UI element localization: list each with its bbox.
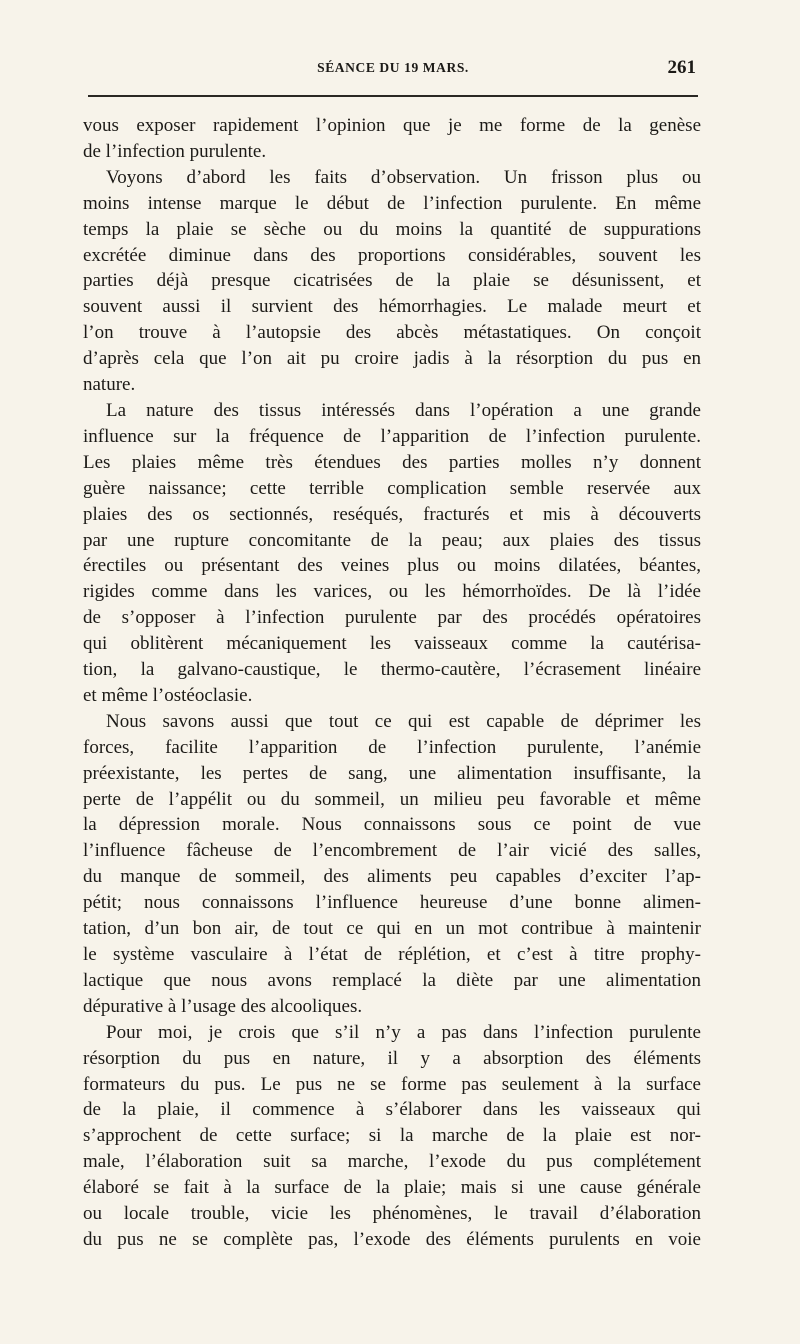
text-line: dépurative à l’usage des alcooliques.: [83, 995, 363, 1017]
text-line: le système vasculaire à l’état de réplétion, et c’est à titre prophy-: [83, 944, 701, 965]
text-line: Les plaies même très étendues des parties molles n’y donnent: [83, 451, 701, 473]
text-line: parties déjà presque cicatrisées de la plaie se désunissent, et: [83, 270, 701, 292]
text-line: Nous savons aussi que tout ce qui est capable de déprimer les: [106, 710, 701, 732]
text-line: lactique que nous avons remplacé la diète par une alimentation: [83, 969, 701, 991]
header-rule: [88, 95, 698, 97]
text-line: plaies des os sectionnés, reséqués, fracturés et mis à découverts: [83, 503, 701, 525]
text-line: et même l’ostéoclasie.: [83, 684, 253, 706]
text-line: Pour moi, je crois que s’il n’y a pas dans l’infection purulente: [106, 1021, 701, 1043]
text-line: de s’opposer à l’infection purulente par des procédés opératoires: [83, 607, 701, 629]
text-line: élaboré se fait à la surface de la plaie; mais si une cause générale: [83, 1177, 701, 1199]
text-line: pétit; nous connaissons l’influence heureuse d’une bonne alimen-: [83, 892, 701, 914]
text-line: l’influence fâcheuse de l’encombrement de l’air vicié des salles,: [83, 840, 701, 862]
page-header: [88, 57, 698, 90]
text-line: Voyons d’abord les faits d’observation. Un frisson plus ou: [106, 166, 701, 188]
text-line: tion, la galvano-caustique, le thermo-cautère, l’écrasement linéaire: [83, 659, 701, 681]
text-line: perte de l’appélit ou du sommeil, un milieu peu favorable et même: [83, 788, 701, 810]
text-line: du manque de sommeil, des aliments peu capables d’exciter l’ap-: [83, 866, 701, 888]
text-line: l’on trouve à l’autopsie des abcès métastatiques. On conçoit: [83, 322, 701, 344]
text-line: La nature des tissus intéressés dans l’opération a une grande: [106, 399, 701, 421]
text-line: nature.: [83, 374, 136, 396]
page-number: 261: [667, 57, 696, 78]
text-line: du pus ne se complète pas, l’exode des éléments purulents en voie: [83, 1228, 701, 1250]
text-line: de l’infection purulente.: [83, 140, 267, 162]
text-line: qui oblitèrent mécaniquement les vaisseaux comme la cautérisa-: [83, 633, 701, 655]
text-line: vous exposer rapidement l’opinion que je me forme de la genèse: [83, 115, 701, 136]
text-line: de la plaie, il commence à s’élaborer dans les vaisseaux qui: [83, 1099, 701, 1121]
text-line: male, l’élaboration suit sa marche, l’exode du pus complétement: [83, 1151, 701, 1173]
running-title: SÉANCE DU 19 MARS.: [317, 60, 469, 75]
text-line: la dépression morale. Nous connaissons sous ce point de vue: [83, 814, 701, 836]
text-line: souvent aussi il survient des hémorrhagies. Le malade meurt et: [83, 296, 701, 318]
text-line: préexistante, les pertes de sang, une alimentation insuffisante, la: [83, 762, 701, 784]
text-line: s’approchent de cette surface; si la marche de la plaie est nor-: [83, 1125, 701, 1147]
text-line: temps la plaie se sèche ou du moins la quantité de suppurations: [83, 218, 701, 240]
text-line: guère naissance; cette terrible complication semble reservée aux: [83, 477, 701, 499]
text-line: d’après cela que l’on ait pu croire jadis à la résorption du pus en: [83, 348, 701, 370]
text-line: rigides comme dans les varices, ou les hémorrhoïdes. De là l’idée: [83, 581, 701, 603]
text-line: excrétée diminue dans des proportions considérables, souvent les: [83, 244, 701, 266]
text-line: formateurs du pus. Le pus ne se forme pas seulement à la surface: [83, 1073, 701, 1095]
text-line: forces, facilite l’apparition de l’infection purulente, l’anémie: [83, 736, 701, 758]
text-line: moins intense marque le début de l’infection purulente. En même: [83, 192, 701, 214]
text-line: par une rupture concomitante de la peau; aux plaies des tissus: [83, 529, 701, 551]
text-line: influence sur la fréquence de l’apparition de l’infection purulente.: [83, 425, 701, 447]
text-line: ou locale trouble, vicie les phénomènes, le travail d’élaboration: [83, 1203, 701, 1225]
body-text: [83, 113, 701, 1253]
text-line: résorption du pus en nature, il y a absorption des éléments: [83, 1047, 701, 1069]
text-line: érectiles ou présentant des veines plus ou moins dilatées, béantes,: [83, 555, 701, 577]
text-line: tation, d’un bon air, de tout ce qui en un mot contribue à maintenir: [83, 918, 701, 940]
